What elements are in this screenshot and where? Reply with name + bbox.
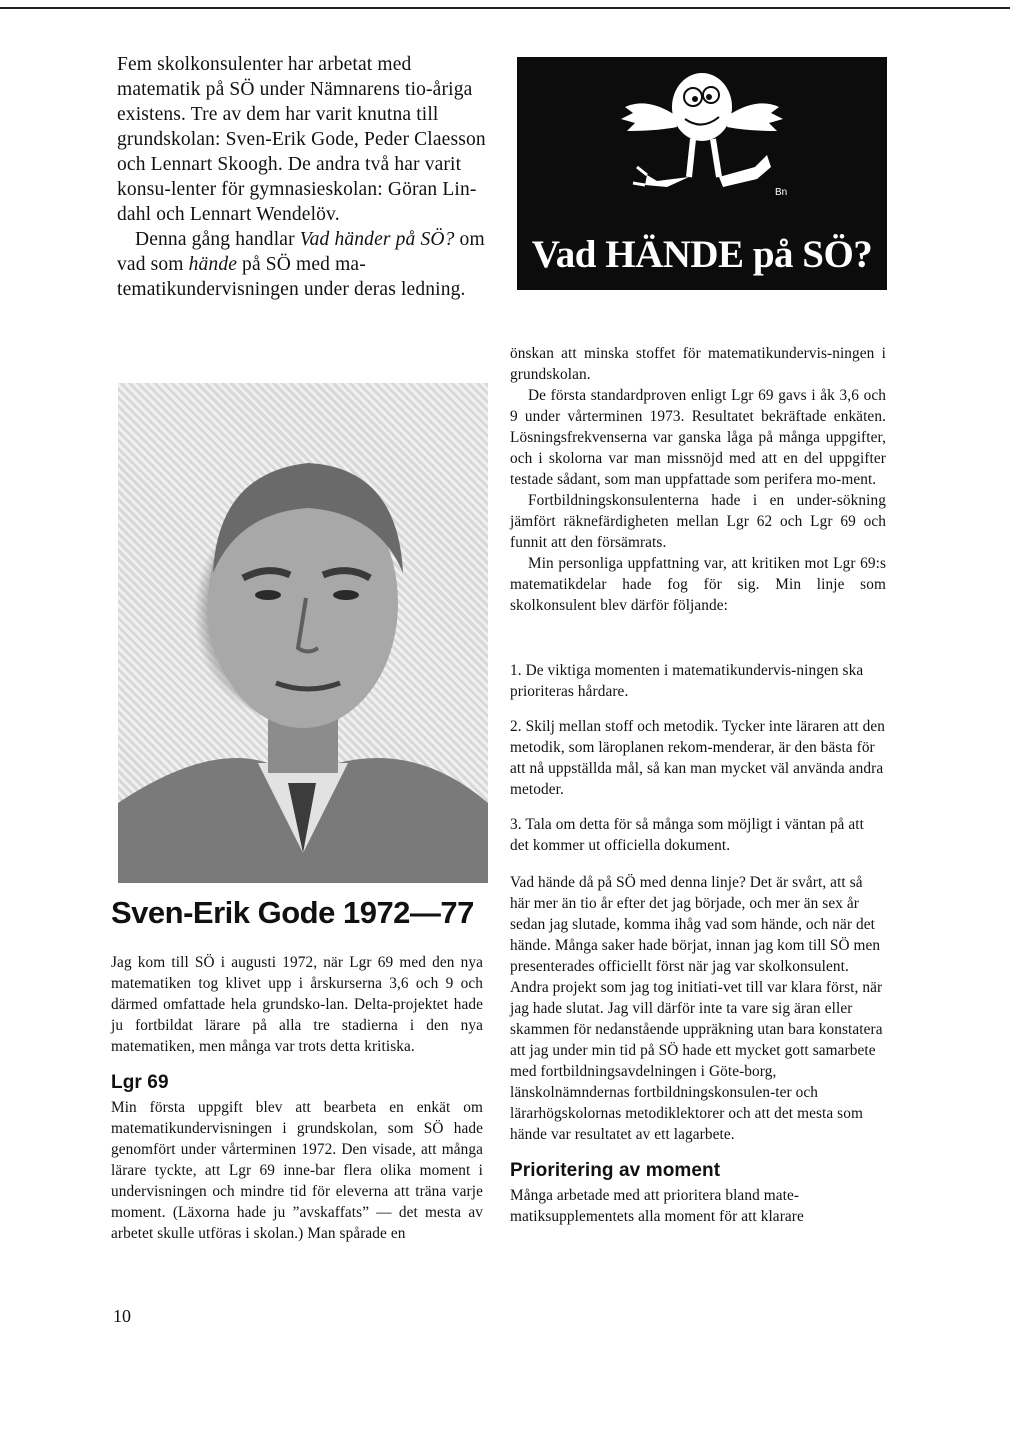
logo-mark: Bn (775, 187, 788, 198)
left-paragraph-1: Jag kom till SÖ i augusti 1972, när Lgr 69 med den nya matematiken tog klivet upp i årskurserna 3,6 och 9 och därmed omfattade hela grundsko-lan. Delta-projektet hade ju fortbildat lärare på alla tre stadierna i den nya matematiken, men många var trots detta kritiska. (111, 954, 483, 1055)
right-paragraph-5: Vad hände då på SÖ med denna linje? Det är svårt, att så här mer än tio år efter det jag började, och mer än sex år sedan jag slutade, komma ihåg vad som hände, och när det hände. Många saker hade börjat, innan jag kom till SÖ men presenterades officiellt först när jag var skolkonsulent. Andra projekt som jag tog initiati-vet till var klara först, när jag hade slutat. Jag vill därför inte ta vare sig äran eller skammen för nedanstående uppräkning utan bara konstatera att jag under min tid på SÖ hade ett mycket gott samarbete med fortbildningsavdelningen i Göte-borg, länskolnämndernas fortbildningskonsulen-ter och lärarhögskolornas metodiklektorer och att det mesta som hände var resultatet av ett lagarbete. (510, 874, 883, 1143)
list-item: 3. Tala om detta för så många som möjligt i väntan på att det kommer ut officiella dokument. (510, 816, 864, 854)
column-logo (517, 57, 887, 290)
subheading-lgr69: Lgr 69 (111, 1072, 169, 1093)
portrait-figure (118, 383, 488, 883)
numbered-list (510, 660, 886, 870)
right-paragraph-1: önskan att minska stoffet för matematikundervis-ningen i grundskolan. (510, 345, 886, 383)
hande-italic: hände (188, 254, 238, 275)
right-paragraph-3: Fortbildningskonsulenterna hade i en under-sökning jämfört räknefärdigheten mellan Lgr 62 och Lgr 69 och funnit att den försämrats. (510, 492, 886, 551)
left-paragraph-2: Min första uppgift blev att bearbeta en enkät om matematikundervisningen i grundskolan, som SÖ hade genomfört under vårterminen 1972. Den visade, att många lärare tyckte, att Lgr 69 inne-bar flera olika moment i undervisningen och mindre tid för eleverna att träna varje moment. (Läxorna hade ju ”avskaffats” — det mesta av arbetet skulle utföras i skolan.) Man spårade en (111, 1099, 483, 1242)
intro-paragraph-2 (117, 227, 495, 302)
list-item: 2. Skilj mellan stoff och metodik. Tycker inte läraren att den metodik, som läroplanen rekom-menderar, är den bästa för att nå uppställda mål, så kan man mycket väl använda andra metoder. (510, 718, 885, 798)
intro-p2-mid: om vad som (117, 229, 485, 275)
intro-block (117, 52, 495, 302)
intro-p2-end: på SÖ med ma-tematikundervisningen under deras ledning. (117, 254, 466, 300)
right-paragraph-6: Många arbetade med att prioritera bland mate-matiksupplementets alla moment för att klarare (510, 1187, 804, 1225)
right-paragraph-2: De första standardproven enligt Lgr 69 gavs i åk 3,6 och 9 under vårterminen 1973. Resultatet bekräftade enkäten. Lösningsfrekvenserna var ganska låga på många uppgifter, och i skolorna var man missnöjd med att en del uppgifter testade sådant, som man uppfattade som perifera mo-ment. (510, 387, 886, 488)
list-item: 1. De viktiga momenten i matematikundervis-ningen ska prioriteras hårdare. (510, 662, 864, 700)
intro-paragraph-1: Fem skolkonsulenter har arbetat med matematik på SÖ under Nämnarens tio-åriga existens. Tre av dem har varit knutna till grundskolan: Sven-Erik Gode, Peder Claesson och Lennart Skoogh. De andra två har varit konsu-lenter för gymnasieskolan: Göran Lin-dahl och Lennart Wendelöv. (117, 54, 486, 225)
right-body-column-bottom (510, 872, 886, 1227)
top-rule (0, 7, 1010, 9)
portrait-photo (118, 383, 488, 883)
person-heading: Sven-Erik Gode 1972—77 (111, 895, 474, 930)
left-body-column (111, 952, 483, 1244)
subheading-prioritering: Prioritering av moment (510, 1160, 721, 1181)
intro-p2-start: Denna gång handlar (135, 229, 300, 250)
page-number: 10 (113, 1306, 131, 1326)
column-title-italic: Vad händer på SÖ? (299, 229, 455, 250)
right-body-column-top (510, 343, 886, 616)
right-paragraph-4: Min personliga uppfattning var, att kritiken mot Lgr 69:s matematikdelar hade fog för sig. Min linje som skolkonsulent blev därför följande: (510, 555, 886, 614)
logo-title: Vad HÄNDE på SÖ? (531, 233, 873, 276)
cartoon-bird-icon (517, 57, 887, 232)
